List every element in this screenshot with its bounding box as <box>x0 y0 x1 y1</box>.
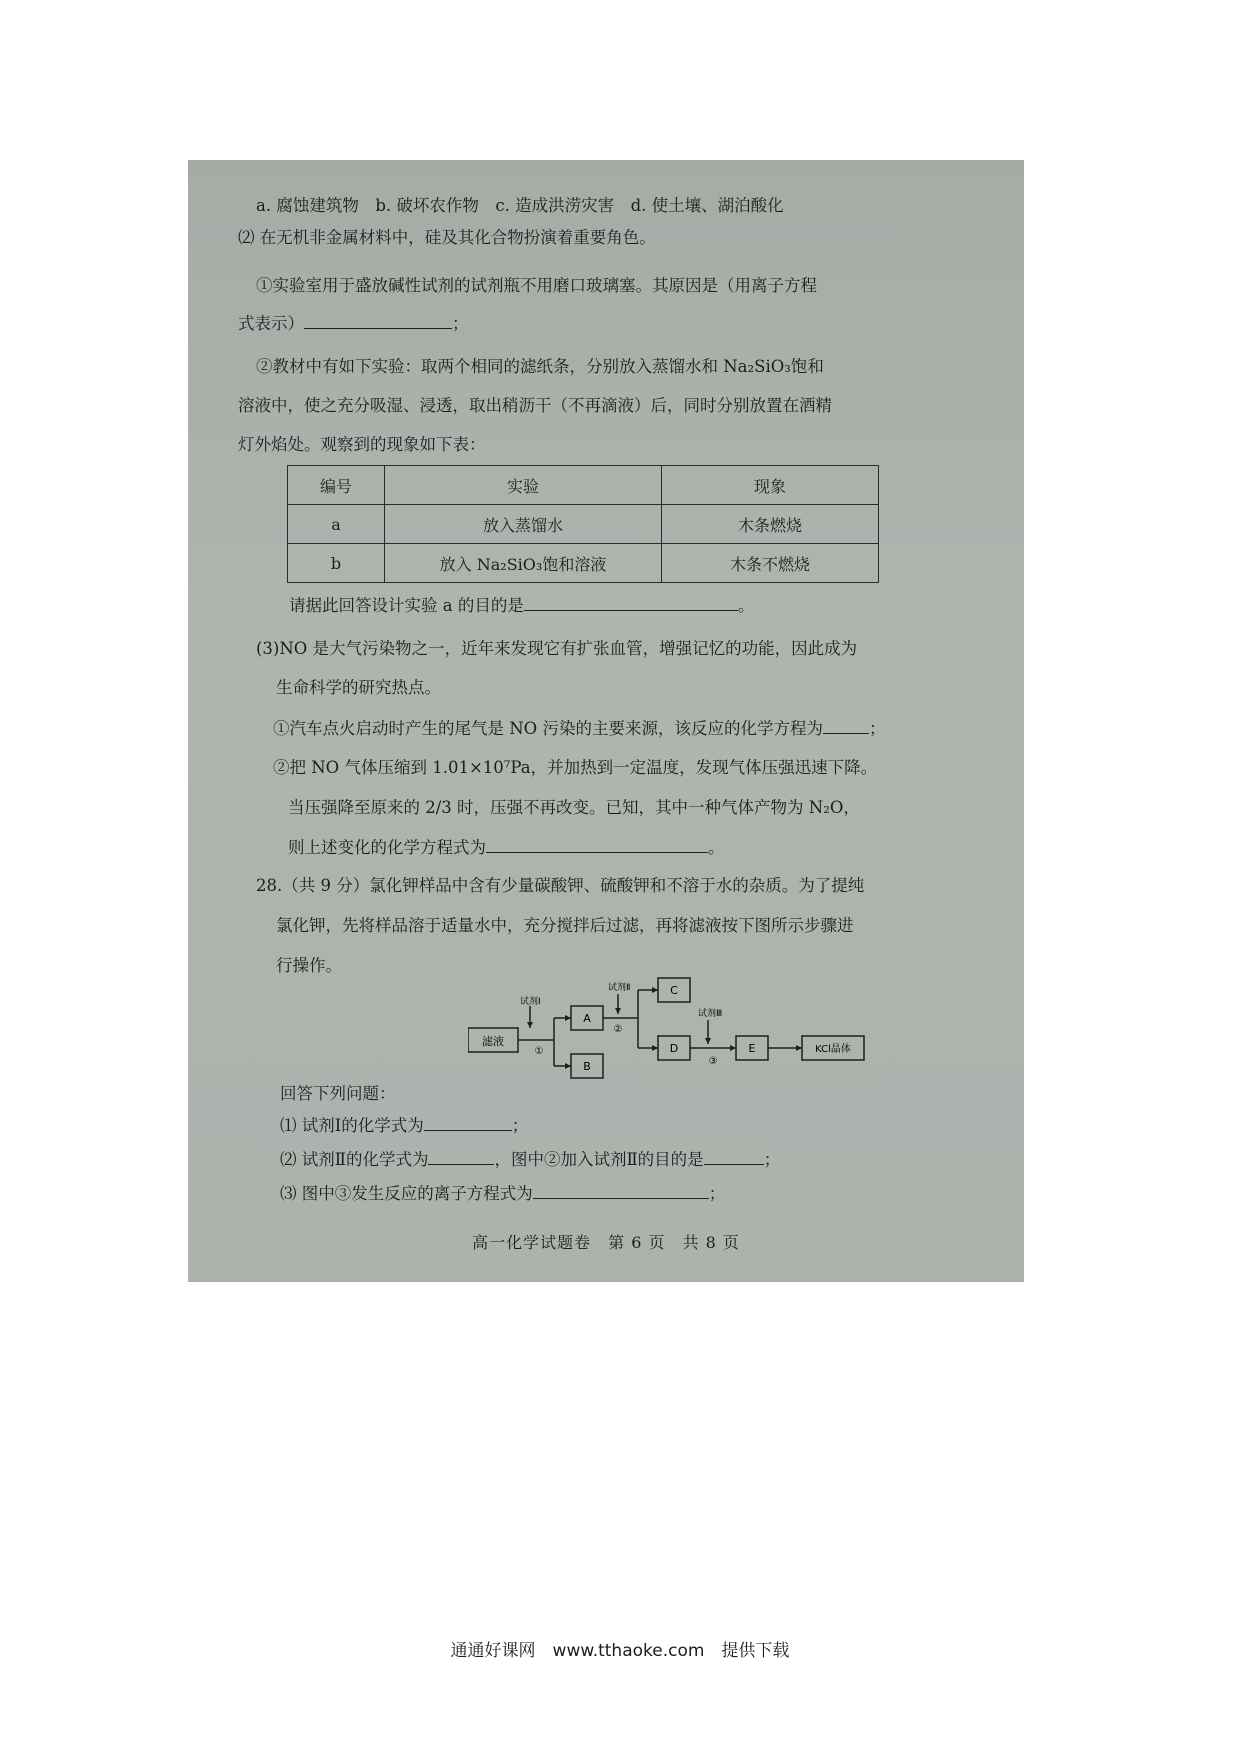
step1-label: ① <box>534 1046 544 1057</box>
step3-label: ③ <box>708 1056 718 1067</box>
question-2-2-cont1: 溶液中，使之充分吸湿、浸透，取出稍沥干（不再滴液）后，同时分别放置在酒精 <box>238 396 832 415</box>
options-line: a. 腐蚀建筑物 b. 破坏农作物 c. 造成洪涝灾害 d. 使土壤、湖泊酸化 <box>256 196 784 215</box>
answer-blank <box>533 1197 709 1199</box>
table-header-cell: 实验 <box>385 466 662 505</box>
table-cell: 放入 Na₂SiO₃饱和溶液 <box>385 544 662 583</box>
process-flow-diagram <box>468 970 888 1080</box>
table-row <box>288 544 879 583</box>
table-header-row <box>288 466 879 505</box>
table-header-cell: 编号 <box>288 466 385 505</box>
question-2-2: ②教材中有如下实验：取两个相同的滤纸条，分别放入蒸馏水和 Na₂SiO₃饱和 <box>256 357 824 376</box>
question-2-1: ①实验室用于盛放碱性试剂的试剂瓶不用磨口玻璃塞。其原因是（用离子方程 <box>256 276 817 295</box>
box-a-label: A <box>583 1012 591 1025</box>
question-2-2-cont2: 灯外焰处。观察到的现象如下表： <box>238 435 486 454</box>
table-header-cell: 现象 <box>662 466 879 505</box>
question-3-intro: (3)NO 是大气污染物之一，近年来发现它有扩张血管，增强记忆的功能，因此成为 <box>256 639 858 658</box>
branch-1-lines <box>518 1018 571 1066</box>
question-3-intro-cont: 生命科学的研究热点。 <box>276 678 441 697</box>
question-3-2-answer-line <box>288 834 725 858</box>
question-28-cont2: 行操作。 <box>276 956 342 975</box>
answer-blank <box>304 327 452 329</box>
sub-question-2 <box>280 1146 780 1170</box>
scanned-exam-page <box>188 160 1024 1282</box>
download-credit: 通通好课网 www.tthaoke.com 提供下载 <box>450 1641 790 1661</box>
answer-prefix: ⑶ 图中③发生反应的离子方程式为 <box>280 1184 533 1203</box>
answer-blank <box>486 851 708 853</box>
table-cell: b <box>288 544 385 583</box>
experiment-table <box>287 465 879 583</box>
box-c-label: C <box>670 984 678 997</box>
sub-question-3 <box>280 1180 725 1204</box>
question-3-2: ②把 NO 气体压缩到 1.01×10⁷Pa，并加热到一定温度，发现气体压强迅速下降。 <box>273 758 878 777</box>
page-footer: 高一化学试题卷 第 6 页 共 8 页 <box>472 1233 740 1252</box>
table-cell: 放入蒸馏水 <box>385 505 662 544</box>
branch-2-lines <box>603 990 658 1048</box>
step2-label: ② <box>613 1024 623 1035</box>
question-3-1 <box>273 715 885 739</box>
filtrate-label: 滤液 <box>482 1035 504 1048</box>
question-3-2-cont: 当压强降至原来的 2/3 时，压强不再改变。已知，其中一种气体产物为 N₂O， <box>288 798 860 817</box>
answer-suffix: ； <box>763 1150 781 1169</box>
answer-suffix: ； <box>452 314 469 333</box>
answer-prefix: 式表示） <box>238 314 304 333</box>
answer-middle: ，图中②加入试剂Ⅱ的目的是 <box>494 1150 704 1169</box>
answer-suffix: 。 <box>708 838 725 857</box>
answer-suffix: ； <box>511 1116 529 1135</box>
question-2-intro: ⑵ 在无机非金属材料中，硅及其化合物扮演着重要角色。 <box>238 228 656 247</box>
answer-prefix: 则上述变化的化学方程式为 <box>288 838 486 857</box>
table-cell: 木条燃烧 <box>662 505 879 544</box>
reagent1-label: 试剂Ⅰ <box>520 997 541 1007</box>
answer-blank <box>424 1129 512 1131</box>
answer-blank <box>823 732 869 734</box>
product-label: KCl晶体 <box>815 1044 851 1055</box>
box-e-label: E <box>748 1042 756 1055</box>
question-28-intro: 28.（共 9 分）氯化钾样品中含有少量碳酸钾、硫酸钾和不溶于水的杂质。为了提纯 <box>256 876 865 895</box>
answer-blank <box>428 1163 494 1165</box>
sub-question-1 <box>280 1112 528 1136</box>
answer-prefix: 请据此回答设计实验 a 的目的是 <box>289 596 524 615</box>
answer-instructions: 回答下列问题： <box>280 1084 396 1103</box>
box-d-label: D <box>669 1042 679 1055</box>
answer-suffix: ； <box>868 719 886 738</box>
table-row <box>288 505 879 544</box>
answer-prefix: ①汽车点火启动时产生的尾气是 NO 污染的主要来源，该反应的化学方程为 <box>273 719 823 738</box>
answer-prefix: ⑴ 试剂Ⅰ的化学式为 <box>280 1116 424 1135</box>
reagent3-label: 试剂Ⅲ <box>698 1009 723 1019</box>
answer-prefix: ⑵ 试剂Ⅱ的化学式为 <box>280 1150 429 1169</box>
question-2-2-answer-line <box>289 592 754 616</box>
box-b-label: B <box>583 1060 591 1073</box>
reagent2-label: 试剂Ⅱ <box>608 983 631 993</box>
table-cell: a <box>288 505 385 544</box>
answer-blank <box>524 609 738 611</box>
question-28-cont1: 氯化钾，先将样品溶于适量水中，充分搅拌后过滤，再将滤液按下图所示步骤进 <box>276 916 854 935</box>
answer-suffix: 。 <box>737 596 755 615</box>
answer-suffix: ； <box>708 1184 726 1203</box>
answer-blank <box>704 1163 764 1165</box>
question-2-1-answer-line <box>238 310 469 334</box>
table-cell: 木条不燃烧 <box>662 544 879 583</box>
